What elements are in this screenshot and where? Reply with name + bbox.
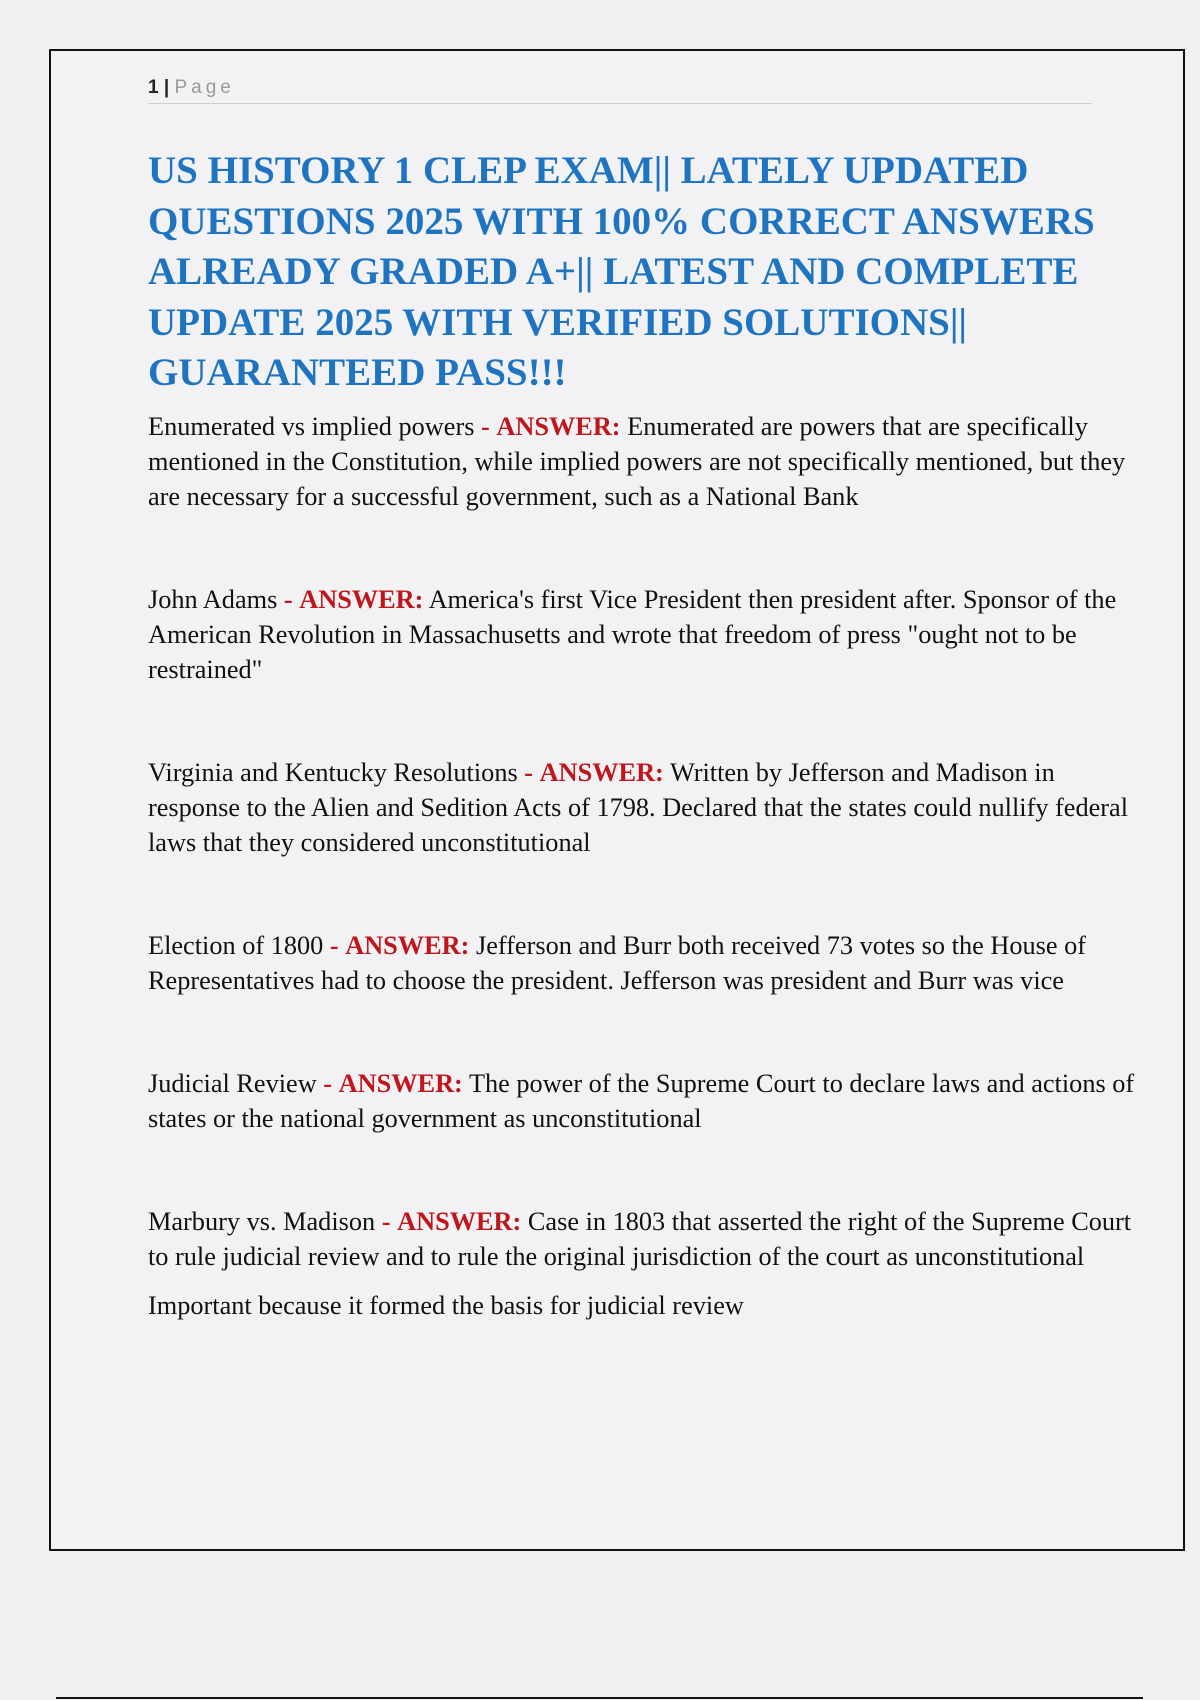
answer-dash: - xyxy=(323,1069,333,1098)
qa-answer: The power of the Supreme Court to declare laws and actions of states or the national government as unconstitutional xyxy=(148,1069,1135,1133)
answer-label: ANSWER: xyxy=(397,1207,522,1236)
qa-answer: Written by Jefferson and Madison in response to the Alien and Sedition Acts of 1798. Declared that the states could nullify federal laws that they considered unconstitutional xyxy=(148,758,1129,857)
answer-label: ANSWER: xyxy=(539,758,664,787)
page-frame xyxy=(49,49,1185,1551)
page-number: 1 xyxy=(148,77,159,98)
answer-label: ANSWER: xyxy=(345,931,470,960)
qa-term: Election of 1800 xyxy=(148,931,324,960)
answer-dash: - xyxy=(283,585,293,614)
answer-label: ANSWER: xyxy=(299,585,424,614)
qa-item xyxy=(148,928,1138,998)
qa-note: Important because it formed the basis for judicial review xyxy=(148,1291,744,1320)
qa-term: Marbury vs. Madison xyxy=(148,1207,376,1236)
qa-term: Virginia and Kentucky Resolutions xyxy=(148,758,518,787)
qa-answer: Jefferson and Burr both received 73 votes so the House of Representatives had to choose the president. Jefferson was president and Burr was vice xyxy=(148,931,1087,995)
qa-item xyxy=(148,582,1138,687)
qa-answer: Enumerated are powers that are specifically mentioned in the Constitution, while implied powers are not specifically mentioned, but they are necessary for a successful government, such as a National Bank xyxy=(148,412,1126,511)
qa-item xyxy=(148,1204,1138,1274)
qa-answer: Case in 1803 that asserted the right of the Supreme Court to rule judicial review and to rule the original jurisdiction of the court as unconstitutional xyxy=(148,1207,1132,1271)
qa-answer: America's first Vice President then president after. Sponsor of the American Revolution in Massachusetts and wrote that freedom of press "ought not to be restrained" xyxy=(148,585,1117,684)
next-page-top-rule xyxy=(56,1697,1143,1699)
page-header xyxy=(148,75,1092,104)
answer-dash: - xyxy=(329,931,339,960)
qa-term: John Adams xyxy=(148,585,278,614)
qa-term: Enumerated vs implied powers xyxy=(148,412,475,441)
document-title: US HISTORY 1 CLEP EXAM|| LATELY UPDATED QUESTIONS 2025 WITH 100% CORRECT ANSWERS ALREADY GRADED A+|| LATEST AND COMPLETE UPDATE 2025 WITH VERIFIED SOLUTIONS|| GUARANTEED PASS!!! xyxy=(148,149,1095,394)
answer-dash: - xyxy=(481,412,490,441)
answer-label: ANSWER: xyxy=(496,412,621,441)
qa-list xyxy=(148,409,1138,1323)
page-label: Page xyxy=(174,77,235,98)
qa-item xyxy=(148,755,1138,860)
qa-item xyxy=(148,409,1138,514)
answer-dash: - xyxy=(524,758,534,787)
answer-dash: - xyxy=(381,1207,391,1236)
answer-label: ANSWER: xyxy=(338,1069,463,1098)
qa-term: Judicial Review xyxy=(148,1069,317,1098)
qa-item xyxy=(148,1066,1138,1136)
header-separator: | xyxy=(163,77,170,98)
